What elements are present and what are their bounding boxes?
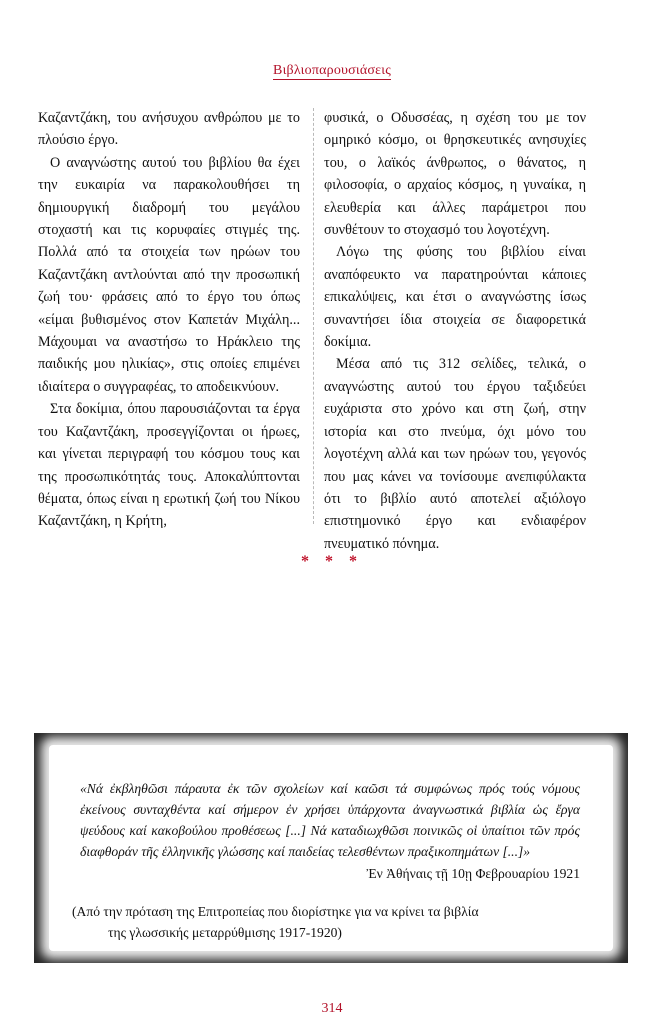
quote-source (72, 901, 592, 943)
paragraph: Ο αναγνώστης αυτού του βιβλίου θα έχει την ευκαιρία να παρακολουθήσει τη δημιουργική διαδρομή του μεγάλου στοχαστή και τις κορυφαίες στιγμές της. Πολλά από τα στοιχεία των ηρώων του Καζαντζάκη αντλούνται από την προσωπική ζωή του· φράσεις από το έργο του όπως «είμαι βυθισμένος στον Καπετάν Μιχάλη... Μάχουμαι να αναστήσω το Ηράκλειο της παιδικής μου ηλικίας», στις οποίες επιμένει ιδιαίτερα ο συγγραφέας, το αποδεικνύουν. (38, 154, 300, 395)
running-header (0, 63, 664, 79)
page-number: 314 (321, 1001, 343, 1016)
paragraph: Στα δοκίμια, όπου παρουσιάζονται τα έργα του Καζαντζάκη, προσεγγίζονται οι ήρωες, και γίνεται περιγραφή του κόσμου τους και της προσωπικότητάς τους. Αποκαλύπτονται θέματα, όπως είναι η ερωτική ζωή του Νίκου Καζαντζάκη, η Κρήτη, (38, 401, 300, 530)
paragraph: Μέσα από τις 312 σελίδες, τελικά, ο αναγνώστης αυτού του έργου ταξιδεύει ευχάριστα στο χρόνο και στη ζωή, στην ιστορία και στο πνεύμα, όχι μόνο του λογοτέχνη αλλά και των ηρώων του, γεγονός που μας κάνει να τονίσουμε ανεπιφύλακτα ότι το βιβλίο αυτό αποτελεί αξιόλογο επιστημονικό έργο και ενδιαφέρον πνευματικό πόνημα. (324, 356, 586, 552)
column-divider (313, 108, 314, 524)
paragraph: Καζαντζάκη, του ανήσυχου ανθρώπου με το πλούσιο έργο. (38, 110, 300, 149)
source-line: της γλωσσικής μεταρρύθμισης 1917-1920) (108, 925, 342, 940)
historical-quote: «Νά ἐκβληθῶσι πάραυτα ἐκ τῶν σχολείων καί καῶσι τά συμφώνως πρός τούς νόμους ἐκείνους συνταχθέντα καί σήμερον ἐν χρήσει ὑπάρχοντα ἀναγνωστικά βιβλία ὡς ἔργα ψεύδους καί κακοβούλου προθέσεως [...] Νά καταδιωχθῶσι ποινικῶς οἱ ὑπαίτιοι τῶν πρός διαφθοράν τῆς ἑλληνικῆς γλώσσης καί παιδείας τελεσθέντων πραξικοπημάτων [...]» (80, 781, 580, 859)
quote-box (34, 733, 628, 963)
paragraph: φυσικά, ο Οδυσσέας, η σχέση του με τον ομηρικό κόσμο, οι θρησκευτικές ανησυχίες του, ο λαϊκός άνθρωπος, ο θάνατος, η φιλοσοφία, ο αρχαίος κόσμος, η γυναίκα, η ελευθερία και άλλες παράμετροι που συνθέτουν το στοχασμό του λογοτέχνη. (324, 110, 586, 239)
left-column (38, 107, 300, 533)
paragraph: Λόγω της φύσης του βιβλίου είναι αναπόφευκτο να παρατηρούνται κάποιες επικαλύψεις, και έτσι ο αναγνώστης ίσως συναντήσει ίδια στοιχεία σε διαφορετικά δοκίμια. (324, 244, 586, 351)
quote-date: Ἐν Ἀθήναις τῇ 10ῃ Φεβρουαρίου 1921 (366, 866, 580, 881)
section-title: Βιβλιοπαρουσιάσεις (273, 63, 391, 78)
right-column (324, 107, 586, 555)
section-separator: * * * (301, 553, 363, 570)
source-line: (Από την πρόταση της Επιτροπείας που διορίστηκε για να κρίνει τα βιβλία (72, 904, 479, 919)
